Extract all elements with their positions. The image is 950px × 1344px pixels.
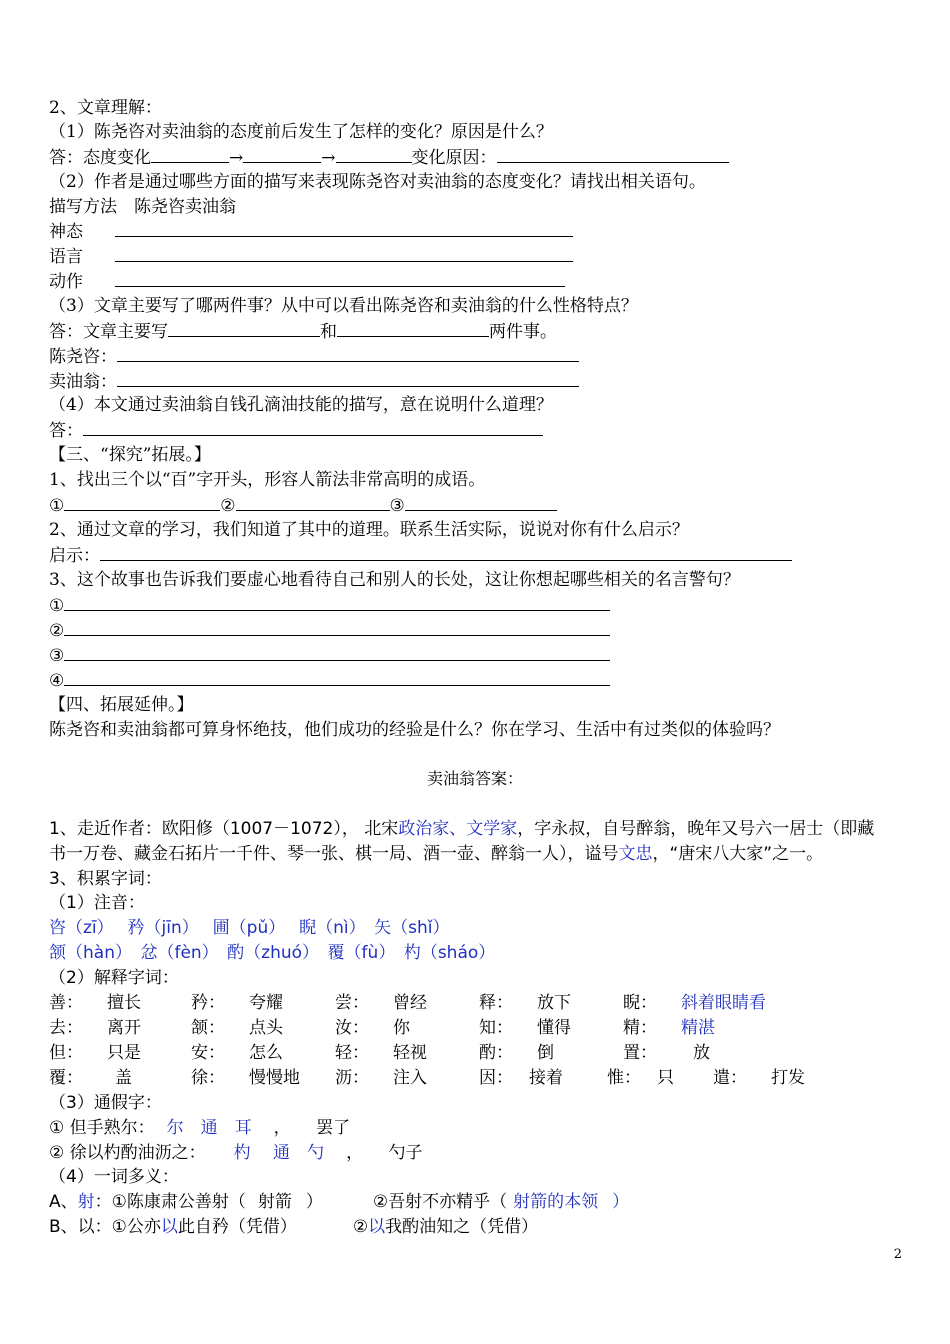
sub-heading: 3、积累字词： bbox=[49, 869, 162, 889]
highlight: ） bbox=[612, 1192, 630, 1212]
text: ， 勺子 bbox=[346, 1143, 423, 1163]
section-heading: 【四、拓展延伸。】 bbox=[49, 695, 194, 715]
text: ② bbox=[352, 1217, 369, 1237]
answer-line bbox=[49, 593, 910, 617]
answer-blank[interactable] bbox=[64, 493, 220, 511]
pinyin-line: 颔（hàn） 忿（fèn） 酌（zhuó） 覆（fù） 杓（sháo） bbox=[49, 943, 496, 963]
word: 遣： bbox=[713, 1068, 747, 1088]
answer-line bbox=[49, 319, 910, 343]
text: ② 徐以杓酌油沥之： bbox=[49, 1143, 206, 1163]
arrow-icon: → bbox=[229, 148, 244, 168]
text: 射箭 bbox=[257, 1192, 292, 1212]
answer-blank[interactable] bbox=[497, 145, 729, 163]
word: 轻： bbox=[335, 1043, 369, 1063]
word: 徐： bbox=[191, 1068, 225, 1088]
text: 此自矜（凭借） bbox=[177, 1217, 297, 1237]
question: 陈尧咨和卖油翁都可算身怀绝技，他们成功的经验是什么？你在学习、生活中有过类似的体验吗？ bbox=[49, 720, 780, 740]
meaning: 只 bbox=[657, 1068, 674, 1088]
table-row bbox=[49, 991, 910, 1015]
meaning: 倒 bbox=[537, 1043, 554, 1063]
text: ，“唐宋八大家”之一。 bbox=[652, 844, 824, 864]
highlight: 政治家、文学家 bbox=[398, 819, 518, 839]
table-row bbox=[49, 269, 910, 293]
word: 酌： bbox=[479, 1043, 513, 1063]
sub-heading: （4）一词多义： bbox=[49, 1167, 179, 1187]
highlight: 以 bbox=[160, 1217, 178, 1237]
section-heading: 【三、“探究”拓展。】 bbox=[49, 445, 211, 465]
answer-blank[interactable] bbox=[115, 269, 565, 287]
meaning: 点头 bbox=[249, 1018, 283, 1038]
text: 我酌油知之（凭借） bbox=[385, 1217, 539, 1237]
answer-blank[interactable] bbox=[64, 593, 610, 611]
question: （3）文章主要写了哪两件事？从中可以看出陈尧咨和卖油翁的什么性格特点？ bbox=[49, 296, 638, 316]
pinyin-line: 咨（zī） 矜（jīn） 圃（pǔ） 睨（nì） 矢（shǐ） bbox=[49, 918, 450, 938]
highlight: 射 bbox=[77, 1192, 95, 1212]
row-label: 语言 bbox=[49, 247, 83, 267]
meaning: 斜着眼睛看 bbox=[681, 993, 766, 1013]
answer-line bbox=[49, 668, 910, 692]
answer-blank[interactable] bbox=[64, 618, 610, 636]
word: 但： bbox=[49, 1043, 83, 1063]
meaning: 你 bbox=[393, 1018, 410, 1038]
text: 1、走近作者：欧阳修（1007－1072）， 北宋 bbox=[49, 819, 399, 839]
word: 睨： bbox=[623, 993, 657, 1013]
answer-blank[interactable] bbox=[100, 543, 792, 561]
answer-label: 陈尧咨： bbox=[49, 347, 117, 367]
answer-line bbox=[49, 369, 910, 393]
row-label: 动作 bbox=[49, 272, 83, 292]
text: ②吾射不亦精乎（ bbox=[372, 1192, 508, 1212]
answer-label: 两件事。 bbox=[489, 322, 557, 342]
polysemy-line bbox=[49, 1215, 910, 1239]
table-row bbox=[49, 244, 910, 268]
answer-label: 卖油翁： bbox=[49, 372, 117, 392]
highlight: 尔 通 耳 bbox=[166, 1118, 252, 1138]
meaning: 盖 bbox=[115, 1068, 132, 1088]
question: （4）本文通过卖油翁自钱孔滴油技能的描写，意在说明什么道理？ bbox=[49, 395, 553, 415]
text: 书一万卷、藏金石拓片一千件、琴一张、棋一局、酒一壶、醉翁一人），谥号 bbox=[49, 844, 619, 864]
text: B、以：①公亦 bbox=[49, 1217, 161, 1237]
word: 善： bbox=[49, 993, 83, 1013]
answer-blank[interactable] bbox=[64, 668, 610, 686]
circled-number: ② bbox=[49, 621, 65, 641]
text: ，字永叔，自号醉翁，晚年又号六一居士（即藏 bbox=[517, 819, 875, 839]
answer-line bbox=[49, 643, 910, 667]
meaning: 离开 bbox=[107, 1018, 141, 1038]
answer-blank[interactable] bbox=[117, 344, 579, 362]
answer-line bbox=[49, 543, 910, 567]
text: ① 但手熟尔： bbox=[49, 1118, 155, 1138]
meaning: 怎么 bbox=[249, 1043, 283, 1063]
text: ， 罢了 bbox=[273, 1118, 351, 1138]
word: 沥： bbox=[335, 1068, 369, 1088]
meaning: 放 bbox=[693, 1043, 710, 1063]
sub-heading: （1）注音： bbox=[49, 893, 145, 913]
tongjia-line bbox=[49, 1141, 910, 1165]
answer-blank[interactable] bbox=[151, 145, 229, 163]
sub-heading: （3）通假字： bbox=[49, 1093, 162, 1113]
text: ：①陈康肃公善射（ bbox=[94, 1192, 246, 1212]
word: 尝： bbox=[335, 993, 369, 1013]
question: 1、找出三个以“百”字开头，形容人箭法非常高明的成语。 bbox=[49, 470, 486, 490]
page-number: 2 bbox=[893, 1247, 902, 1262]
answer-blank[interactable] bbox=[117, 369, 579, 387]
meaning: 懂得 bbox=[537, 1018, 571, 1038]
answer-line bbox=[49, 493, 910, 517]
word: 精： bbox=[623, 1018, 657, 1038]
answer-label: 变化原因： bbox=[411, 148, 497, 168]
answers-title: 卖油翁答案： bbox=[426, 769, 523, 788]
answer-blank[interactable] bbox=[243, 145, 321, 163]
question: 3、这个故事也告诉我们要虚心地看待自己和别人的长处，这让你想起哪些相关的名言警句？ bbox=[49, 570, 740, 590]
word: 覆： bbox=[49, 1068, 83, 1088]
word: 释： bbox=[479, 993, 513, 1013]
polysemy-line bbox=[49, 1190, 910, 1214]
circled-number: ② bbox=[220, 496, 236, 516]
answer-blank[interactable] bbox=[83, 418, 543, 436]
question: （2）作者是通过哪些方面的描写来表现陈尧咨对卖油翁的态度变化？请找出相关语句。 bbox=[49, 172, 706, 192]
answer-blank[interactable] bbox=[64, 643, 610, 661]
word: 颔： bbox=[191, 1018, 225, 1038]
meaning: 擅长 bbox=[107, 993, 141, 1013]
answer-blank[interactable] bbox=[115, 219, 573, 237]
author-line bbox=[49, 817, 910, 841]
circled-number: ① bbox=[49, 596, 65, 616]
meaning: 只是 bbox=[107, 1043, 141, 1063]
text: ） bbox=[305, 1192, 323, 1212]
word: 矜： bbox=[191, 993, 225, 1013]
table-row bbox=[49, 219, 910, 243]
meaning: 夸耀 bbox=[249, 993, 283, 1013]
question: 2、通过文章的学习，我们知道了其中的道理。联系生活实际，说说对你有什么启示？ bbox=[49, 520, 689, 540]
tongjia-line bbox=[49, 1116, 910, 1140]
text: A、 bbox=[49, 1192, 78, 1212]
highlight: 文忠 bbox=[618, 844, 653, 864]
answer-line bbox=[49, 618, 910, 642]
table-header: 描写方法 陈尧咨卖油翁 bbox=[49, 197, 236, 217]
answer-blank[interactable] bbox=[236, 493, 390, 511]
answer-label: 答： bbox=[49, 421, 83, 441]
meaning: 接着 bbox=[529, 1068, 563, 1088]
answer-blank[interactable] bbox=[336, 145, 412, 163]
answer-line bbox=[49, 145, 910, 169]
answer-label: 启示： bbox=[49, 546, 100, 566]
answer-line bbox=[49, 418, 910, 442]
table-row bbox=[49, 1041, 910, 1065]
answer-line bbox=[49, 344, 910, 368]
sub-heading: （2）解释字词： bbox=[49, 968, 179, 988]
meaning: 打发 bbox=[771, 1068, 805, 1088]
table-row bbox=[49, 1066, 910, 1090]
answer-blank[interactable] bbox=[405, 493, 557, 511]
word: 知： bbox=[479, 1018, 513, 1038]
meaning: 轻视 bbox=[393, 1043, 427, 1063]
circled-number: ③ bbox=[389, 496, 405, 516]
highlight: 以 bbox=[368, 1217, 386, 1237]
word: 去： bbox=[49, 1018, 83, 1038]
meaning: 放下 bbox=[537, 993, 571, 1013]
table-row bbox=[49, 1016, 910, 1040]
row-label: 神态 bbox=[49, 222, 83, 242]
word: 置： bbox=[623, 1043, 657, 1063]
meaning: 曾经 bbox=[393, 993, 427, 1013]
answer-blank[interactable] bbox=[168, 319, 320, 337]
word: 惟： bbox=[607, 1068, 641, 1088]
answer-blank[interactable] bbox=[115, 244, 573, 262]
meaning: 慢慢地 bbox=[249, 1068, 300, 1088]
answer-label: 和 bbox=[320, 322, 337, 342]
circled-number: ③ bbox=[49, 646, 65, 666]
circled-number: ④ bbox=[49, 671, 65, 691]
word: 安： bbox=[191, 1043, 225, 1063]
highlight: 射箭的本领 bbox=[513, 1192, 599, 1212]
highlight: 杓 通 勺 bbox=[233, 1143, 325, 1163]
author-line bbox=[49, 842, 910, 866]
word: 汝： bbox=[335, 1018, 369, 1038]
circled-number: ① bbox=[49, 496, 65, 516]
arrow-icon: → bbox=[321, 148, 336, 168]
meaning: 精湛 bbox=[681, 1018, 715, 1038]
meaning: 注入 bbox=[393, 1068, 427, 1088]
answer-label: 答：文章主要写 bbox=[49, 322, 168, 342]
word: 因： bbox=[479, 1068, 513, 1088]
question: （1）陈尧咨对卖油翁的态度前后发生了怎样的变化？原因是什么？ bbox=[49, 122, 553, 142]
section-heading: 2、文章理解： bbox=[49, 98, 162, 118]
answer-blank[interactable] bbox=[337, 319, 489, 337]
answer-label: 答：态度变化 bbox=[49, 148, 151, 168]
